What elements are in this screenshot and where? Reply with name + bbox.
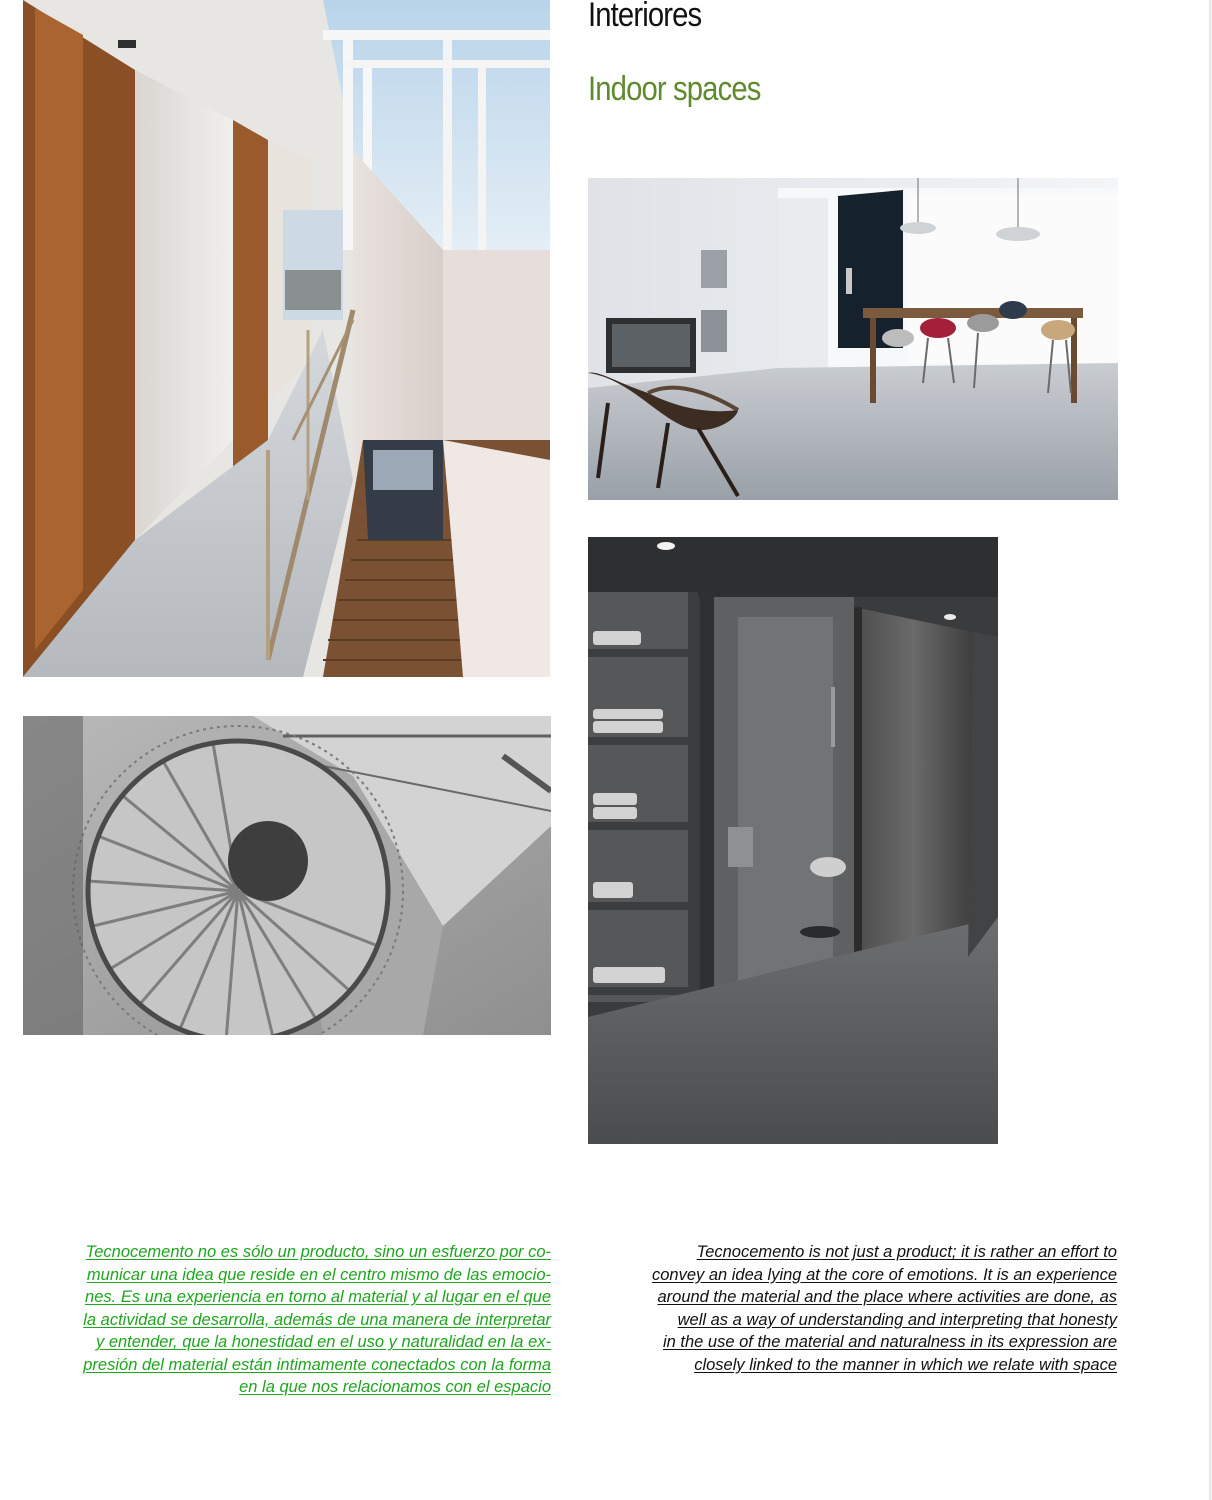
description-spanish-line: Tecnocemento no es sólo un producto, sino un esfuerzo por co- xyxy=(85,1243,551,1261)
description-spanish-line: en la que nos relacionamos con el espacio xyxy=(239,1378,551,1396)
description-spanish-line: presión del material están intimamente conectados con la forma xyxy=(83,1355,551,1374)
page-title-spanish: Interiores xyxy=(588,0,702,34)
spiral-staircase-photo xyxy=(23,716,551,1035)
description-english-line: well as a way of understanding and interpreting that honesty xyxy=(677,1310,1117,1329)
description-english-line: around the material and the place where activities are done, as xyxy=(657,1288,1117,1306)
bathroom-wardrobe-photo xyxy=(588,537,998,1144)
description-spanish-line: y entender, que la honestidad en el uso y naturalidad en la ex- xyxy=(96,1333,551,1351)
hallway-staircase-photo xyxy=(23,0,550,677)
description-spanish xyxy=(24,1241,551,1399)
description-spanish-line: la actividad se desarrolla, además de una manera de interpretar xyxy=(83,1310,551,1329)
description-english-line: closely linked to the manner in which we relate with space xyxy=(694,1355,1117,1374)
page-title-english: Indoor spaces xyxy=(588,70,761,108)
description-spanish-line: municar una idea que reside en el centro mismo de las emocio- xyxy=(86,1265,551,1284)
description-english-line: Tecnocemento is not just a product; it is rather an effort to xyxy=(696,1243,1117,1261)
description-spanish-line: nes. Es una experiencia en torno al material y al lugar en el que xyxy=(85,1288,551,1306)
description-english-line: convey an idea lying at the core of emotions. It is an experience xyxy=(651,1265,1117,1284)
description-english xyxy=(590,1241,1117,1376)
dining-room-photo xyxy=(588,178,1118,500)
description-english-line: in the use of the material and naturalness in its expression are xyxy=(662,1333,1117,1351)
